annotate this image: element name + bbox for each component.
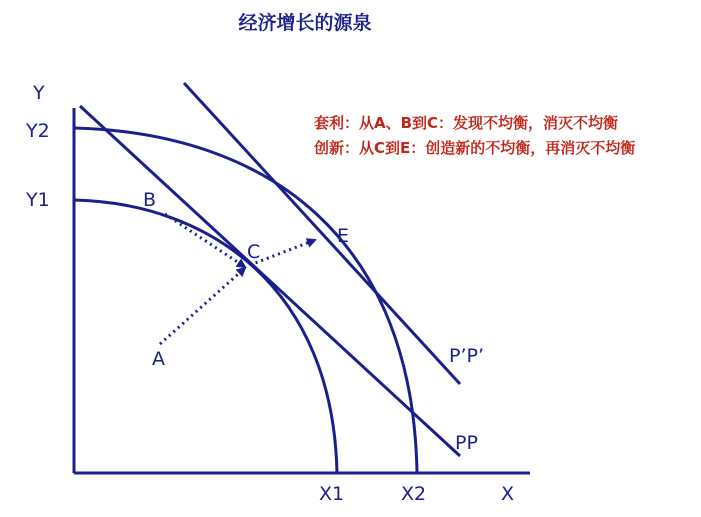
pp-line-label: PP bbox=[455, 432, 478, 454]
y-axis-label: Y bbox=[33, 82, 45, 104]
y-tick-label: Y2 bbox=[26, 120, 50, 142]
arbitrage-annotation: 套利：从A、B到C：发现不均衡，消灭不均衡 bbox=[314, 114, 619, 132]
arrow-a-to-c bbox=[160, 268, 245, 344]
diagram-title: 经济增长的源泉 bbox=[238, 12, 372, 34]
pp-price-line bbox=[80, 106, 460, 456]
ppf-outer-curve bbox=[74, 128, 417, 473]
x-tick-label: X2 bbox=[401, 483, 427, 505]
y-tick-label: Y1 bbox=[26, 189, 50, 211]
x-axis-label: X bbox=[501, 483, 515, 505]
innovation-annotation: 创新：从C到E：创造新的不均衡，再消灭不均衡 bbox=[314, 139, 636, 157]
x-tick-label: X1 bbox=[319, 483, 345, 505]
point-c-label: C bbox=[247, 241, 261, 263]
ppp-line-label: P’P’ bbox=[449, 345, 484, 367]
point-a-label: A bbox=[152, 348, 165, 370]
point-b-label: B bbox=[143, 189, 157, 211]
point-e-label: E bbox=[337, 225, 350, 247]
